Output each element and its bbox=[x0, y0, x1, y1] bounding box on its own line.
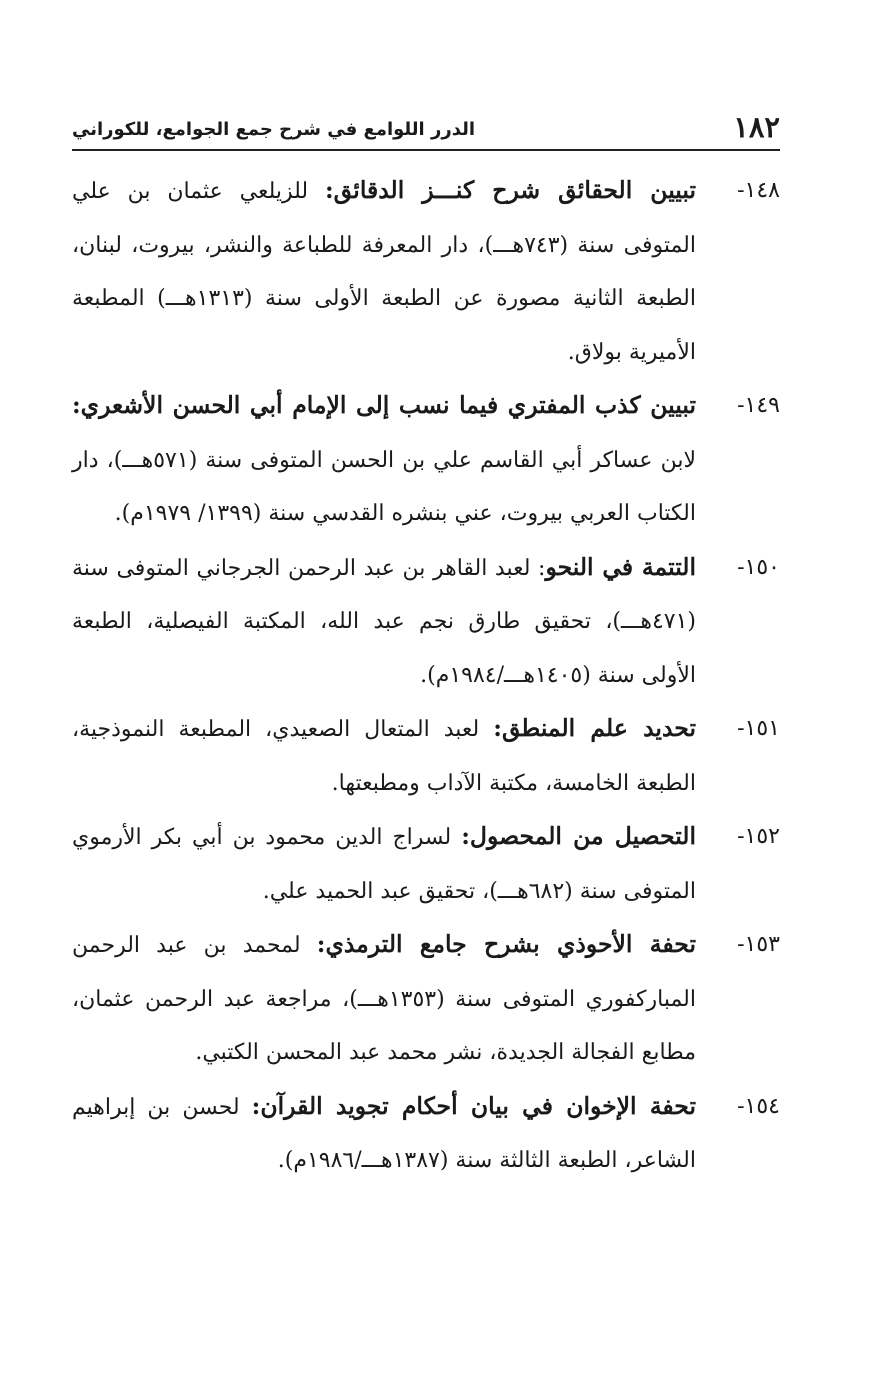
bibliography-entry bbox=[72, 164, 780, 379]
entry-body bbox=[72, 702, 696, 810]
entry-text: لابن عساكر أبي القاسم علي بن الحسن المتوفى سنة (٥٧١هـــ)، دار الكتاب العربي بيروت، عني بنشره القدسي سنة (١٣٩٩/ ١٩٧٩م). bbox=[72, 447, 696, 526]
entry-text: لحسن بن إبراهيم الشاعر، الطبعة الثالثة سنة (١٣٨٧هـــ/١٩٨٦م). bbox=[72, 1094, 696, 1173]
entry-number: ١٥٠- bbox=[737, 554, 780, 580]
bibliography-entry bbox=[72, 702, 780, 810]
entry-body bbox=[72, 810, 696, 918]
entry-title: تبيين كذب المفتري فيما نسب إلى الإمام أبي الحسن الأشعري: bbox=[72, 391, 696, 419]
bibliography-entry bbox=[72, 810, 780, 918]
bibliography-entry bbox=[72, 379, 780, 541]
entry-title: التحصيل من المحصول: bbox=[461, 822, 696, 850]
entry-text: لسراج الدين محمود بن أبي بكر الأرموي المتوفى سنة (٦٨٢هـــ)، تحقيق عبد الحميد علي. bbox=[72, 825, 696, 904]
entry-title: تحديد علم المنطق: bbox=[493, 714, 696, 742]
entry-number: ١٤٨- bbox=[737, 178, 780, 203]
entry-number: ١٥٣- bbox=[737, 932, 780, 957]
header-rule bbox=[72, 149, 780, 151]
entry-body bbox=[72, 379, 696, 541]
bibliography-entry bbox=[72, 1080, 780, 1188]
entry-text: لعبد المتعال الصعيدي، المطبعة النموذجية، الطبعة الخامسة، مكتبة الآداب ومطبعتها. bbox=[72, 717, 696, 796]
entry-text: : لعبد القاهر بن عبد الرحمن الجرجاني المتوفى سنة (٤٧١هـــ)، تحقيق طارق نجم عبد الله، المكتبة الفيصلية، الطبعة الأولى سنة (١٤٠٥هـــ/١٩٨٤م). bbox=[72, 555, 696, 688]
bibliography-list bbox=[72, 164, 780, 1188]
entry-number: ١٥٢- bbox=[737, 824, 780, 849]
entry-title: تبيين الحقائق شرح كنـــز الدقائق: bbox=[325, 176, 697, 204]
entry-body bbox=[72, 541, 696, 703]
entry-number: ١٤٩- bbox=[737, 393, 780, 418]
entry-body bbox=[72, 1080, 696, 1188]
entry-text: لمحمد بن عبد الرحمن المباركفوري المتوفى سنة (١٣٥٣هـــ)، مراجعة عبد الرحمن عثمان، مطابع الفجالة الجديدة، نشر محمد عبد المحسن الكتبي. bbox=[72, 933, 696, 1065]
entry-number: ١٥١- bbox=[737, 716, 780, 741]
entry-number: ١٥٤- bbox=[737, 1093, 780, 1119]
page-number: ١٨٢ bbox=[733, 110, 780, 144]
entry-text: للزيلعي عثمان بن علي المتوفى سنة (٧٤٣هـــ)، دار المعرفة للطباعة والنشر، بيروت، لبنان، الطبعة الثانية مصورة عن الطبعة الأولى سنة (١٣١٣هـــ) المطبعة الأميرية بولاق. bbox=[72, 179, 696, 365]
page-header bbox=[72, 108, 780, 144]
running-title: الدرر اللوامع في شرح جمع الجوامع، للكوراني bbox=[72, 119, 476, 140]
entry-title: التتمة في النحو bbox=[545, 552, 696, 581]
bibliography-entry bbox=[72, 541, 780, 703]
bibliography-entry bbox=[72, 918, 780, 1080]
entry-body bbox=[72, 164, 696, 379]
entry-title: تحفة الأحوذي بشرح جامع الترمذي: bbox=[316, 930, 696, 958]
entry-body bbox=[72, 918, 696, 1080]
entry-title: تحفة الإخوان في بيان أحكام تجويد القرآن: bbox=[251, 1091, 697, 1120]
